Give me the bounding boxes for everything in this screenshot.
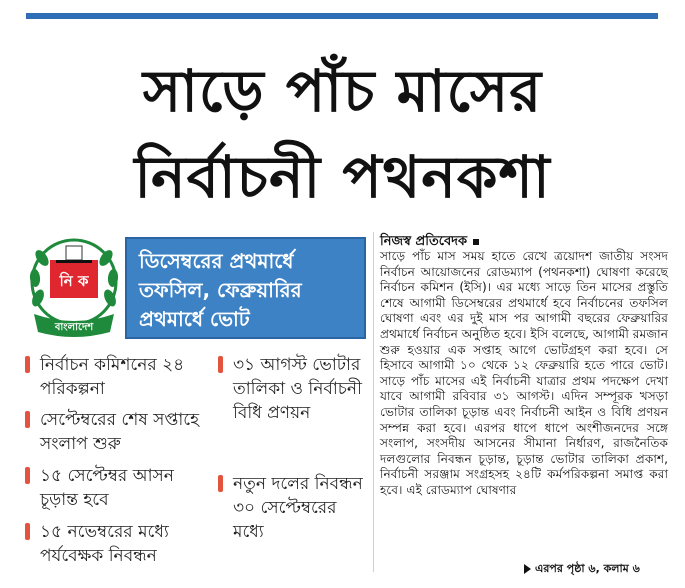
bullet-text: ৩১ আগস্ট ভোটার তালিকা ও নির্বাচনী বিধি প্রণয়ন [233,355,362,423]
bullet-item [25,464,205,512]
bullet-text: নতুন দলের নিবন্ধন ৩০ সেপ্টেম্বরের মধ্যে [233,474,363,542]
bullet-text: সেপ্টেম্বরের শেষ সপ্তাহে সংলাপ শুরু [40,410,200,454]
continued-note-text: এরপর পৃষ্ঠা ৬, কলাম ৬ [535,562,640,575]
bullet-item [218,353,368,425]
bullet-item [25,353,205,401]
bullet-marker [25,356,30,373]
bullet-item [25,520,210,568]
bullet-text: ১৫ নভেম্বরের মধ্যে পর্যবেক্ষক নিবন্ধন [40,522,169,566]
bullet-text: নির্বাচন কমিশনের ২৪ পরিকল্পনা [40,355,185,399]
bullet-marker [25,523,30,540]
bullet-item [218,472,368,544]
bullet-text: ১৫ সেপ্টেম্বর আসন চূড়ান্ত হবে [40,466,174,510]
ballot-box-icon [26,236,122,340]
bullet-marker [218,356,223,373]
byline-text: নিজস্ব প্রতিবেদক [380,234,468,249]
article-body: সাড়ে পাঁচ মাস সময় হাতে রেখে ত্রয়োদশ জাতীয় সংসদ নির্বাচন আয়োজনের রোডম্যাপ (পথনকশা) ঘোষণা করেছে নির্বাচন কমিশন (ইসি)। এর মধ্যে সাড়ে তিন মাসের প্রস্তুতি শেষে আগামী ডিসেম্বরের প্রথমার্ধে হবে নির্বাচনের তফসিল ঘোষণা এবং এর দুই মাস পর আগামী বছরের ফেব্রুয়ারির প্রথমার্ধে নির্বাচন অনুষ্ঠিত হবে। ইসি বলেছে, আগামী রমজান শুরু হওয়ার এক সপ্তাহ আগে ভোটগ্রহণ করা হবে। সে হিসাবে আগামী ১০ থেকে ১২ ফেব্রুয়ারি হতে পারে ভোট। সাড়ে পাঁচ মাসের এই নির্বাচনী যাত্রার প্রথম পদক্ষেপ দেখা যাবে আগামী রবিবার ৩১ আগস্ট। এদিন সম্পূরক খসড়া ভোটার তালিকা চূড়ান্ত এবং নির্বাচনী আইন ও বিধি প্রণয়ন সম্পন্ন করা হবে। এরপর ধাপে ধাপে অংশীজনদের সঙ্গে সংলাপ, সংসদীয় আসনের সীমানা নির্ধারণ, রাজনৈতিক দলগুলোর নিবন্ধন চূড়ান্ত, চূড়ান্ত ভোটার তালিকা প্রকাশ, নির্বাচনী সরঞ্জাম সংগ্রহসহ ২৪টি কর্মপরিকল্পনা সমাপ্ত করা হবে। এই রোডম্যাপ ঘোষণার [380,249,668,497]
logo-box-text: নি ক [59,272,89,290]
headline-line-2: নির্বাচনী পথনকশা [134,143,551,211]
election-commission-logo [26,236,122,340]
arrow-right-icon [524,564,531,574]
bullet-marker [25,411,30,428]
bullet-item [25,408,205,456]
bullet-marker [25,467,30,484]
headline-line-1: সাড়ে পাঁচ মাসের [142,57,543,125]
bullet-marker [218,475,223,492]
byline-square-icon [473,239,479,245]
continued-note [524,560,640,579]
column-divider [373,232,374,572]
summary-banner [125,237,366,339]
logo-ribbon-text: বাংলাদেশ [54,322,94,333]
top-rule [26,13,658,19]
summary-banner-text: ডিসেম্বরের প্রথমার্ধে তফসিল, ফেব্রুয়ারির প্রথমার্ধে ভোট [139,249,302,331]
